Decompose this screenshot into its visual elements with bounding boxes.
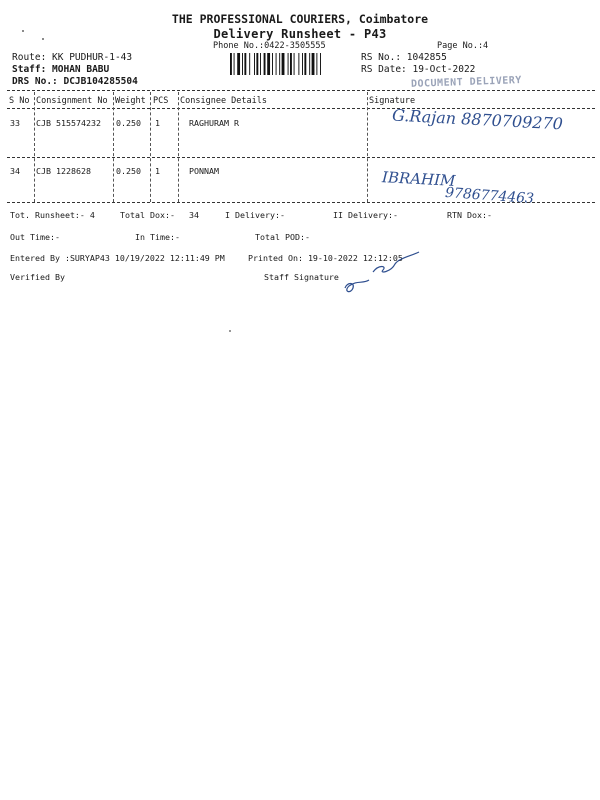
ii-delivery: II Delivery:-	[333, 210, 398, 220]
staff-label: Staff: MOHAN BABU	[12, 64, 110, 75]
total-dox-value: 34	[189, 210, 199, 220]
col-consignee: Consignee Details	[180, 96, 267, 106]
row-pcs: 1	[155, 118, 160, 128]
row-sno: 33	[10, 118, 20, 128]
document-stamp: DOCUMENT DELIVERY	[410, 75, 523, 90]
phone-number: Phone No.:0422-3505555	[213, 41, 326, 51]
staff-signature-scribble	[335, 250, 425, 298]
col-signature: Signature	[369, 96, 416, 106]
col-divider	[34, 92, 35, 202]
row-signature-phone: 9786774463	[444, 184, 535, 208]
row-signature-name: IBRAHIM	[381, 168, 456, 190]
col-divider	[150, 92, 151, 202]
company-name: THE PROFESSIONAL COURIERS, Coimbatore	[171, 12, 429, 26]
page-number: Page No.:4	[437, 41, 489, 51]
speck	[42, 38, 44, 40]
runsheet-title: Delivery Runsheet - P43	[213, 27, 387, 41]
col-consignment: Consignment No	[36, 96, 108, 106]
row-weight: 0.250	[116, 118, 141, 128]
col-divider	[113, 92, 114, 202]
rtn-dox: RTN Dox:-	[447, 210, 492, 220]
staff-signature: Staff Signature	[264, 272, 339, 282]
total-runsheet: Tot. Runsheet:- 4	[10, 210, 95, 220]
col-weight: Weight	[115, 96, 146, 106]
col-divider	[178, 92, 179, 202]
rs-number: RS No.: 1042855	[361, 52, 447, 63]
row-consignee: PONNAM	[189, 166, 219, 176]
total-pod: Total POD:-	[255, 232, 310, 242]
col-pcs: PCS	[153, 96, 169, 106]
row-consignee: RAGHURAM R	[189, 118, 239, 128]
out-time: Out Time:-	[10, 232, 60, 242]
printed-on: Printed On: 19-10-2022 12:12:05	[248, 253, 403, 263]
col-sno: S No	[9, 96, 30, 106]
barcode	[230, 53, 352, 75]
table-top-rule	[7, 90, 595, 91]
total-dox-label: Total Dox:-	[120, 210, 175, 220]
speck	[22, 30, 24, 32]
row-pcs: 1	[155, 166, 160, 176]
row-consignment: CJB 1228628	[36, 166, 91, 176]
verified-by: Verified By	[10, 272, 65, 282]
i-delivery: I Delivery:-	[225, 210, 285, 220]
route-label: Route: KK PUDHUR-1-43	[12, 52, 133, 63]
entered-by: Entered By :SURYAP43 10/19/2022 12:11:49 PM	[10, 253, 225, 263]
row-weight: 0.250	[116, 166, 141, 176]
row-signature: G.Rajan 8870709270	[391, 105, 564, 134]
rs-date: RS Date: 19-Oct-2022	[361, 64, 476, 75]
table-header-rule	[7, 108, 595, 109]
row-rule	[7, 157, 595, 158]
drs-number: DRS No.: DCJB104285504	[12, 76, 138, 87]
col-divider	[367, 92, 368, 202]
speck	[229, 330, 231, 332]
row-sno: 34	[10, 166, 20, 176]
row-consignment: CJB 515574232	[36, 118, 101, 128]
in-time: In Time:-	[135, 232, 180, 242]
table-bottom-rule	[7, 202, 595, 203]
